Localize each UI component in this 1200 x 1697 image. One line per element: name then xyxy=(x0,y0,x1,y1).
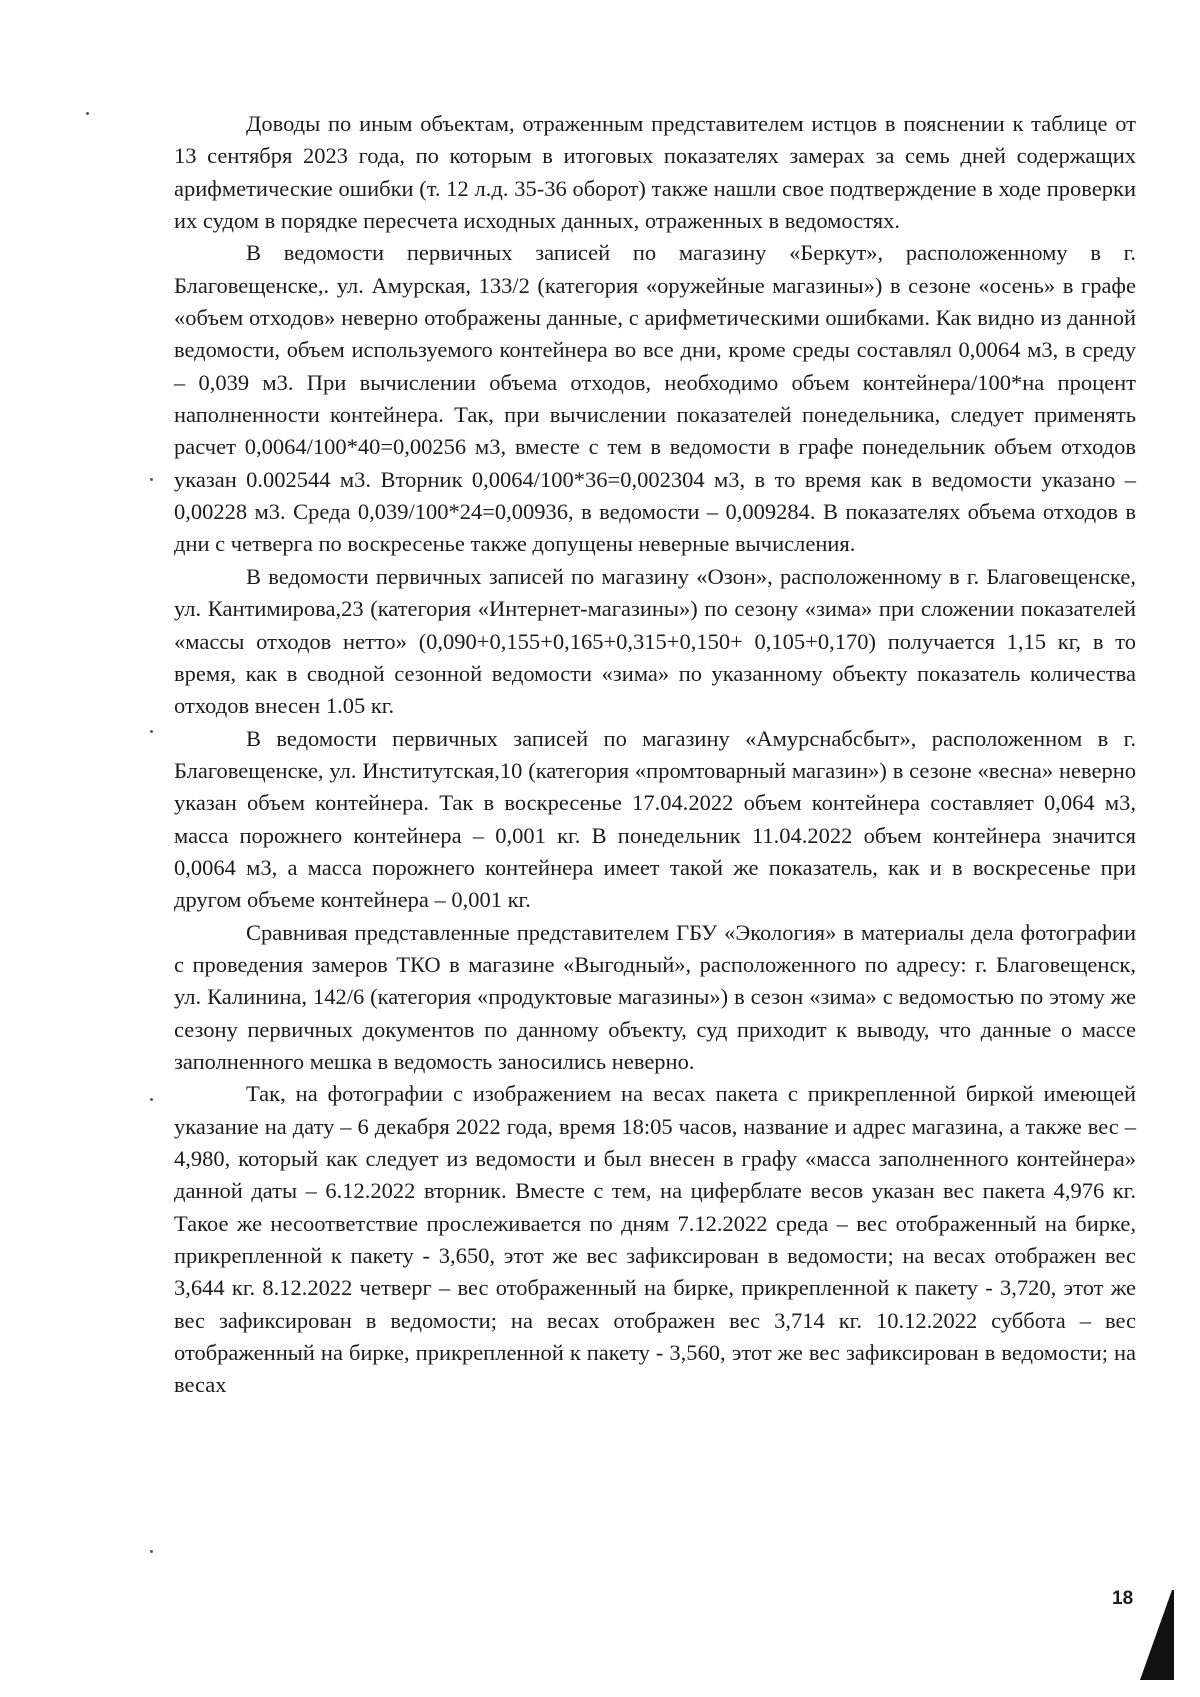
scan-speck xyxy=(150,1550,153,1553)
paragraph: Так, на фотографии с изображением на весах пакета с прикрепленной биркой имеющей указание на дату – 6 декабря 2022 года, время 18:05 часов, название и адрес магазина, а также вес – 4,980, который как следует из ведомости и был внесен в графу «масса заполненного контейнера» данной даты – 6.12.2022 вторник. Вместе с тем, на циферблате весов указан вес пакета 4,976 кг. Такое же несоответствие прослеживается по дням 7.12.2022 среда – вес отображенный на бирке, прикрепленной к пакету - 3,650, этот же вес зафиксирован в ведомости; на весах отображен вес 3,644 кг. 8.12.2022 четверг – вес отображенный на бирке, прикрепленной к пакету - 3,720, этот же вес зафиксирован в ведомости; на весах отображен вес 3,714 кг. 10.12.2022 суббота – вес отображенный на бирке, прикрепленной к пакету - 3,560, этот же вес зафиксирован в ведомости; на весах xyxy=(174,1081,1136,1398)
scan-speck xyxy=(86,112,89,115)
page-number: 18 xyxy=(1112,1588,1134,1609)
paragraph: Сравнивая представленные представителем ГБУ «Экология» в материалы дела фотографии с проведения замеров ТКО в магазине «Выгодный», расположенного по адресу: г. Благовещенск, ул. Калинина, 142/6 (категория «продуктовые магазины») в сезон «зима» с ведомостью по этому же сезону первичных документов по данному объекту, суд приходит к выводу, что данные о массе заполненного мешка в ведомость заносились неверно. xyxy=(174,919,1136,1074)
document-body xyxy=(174,108,1136,1402)
scan-speck xyxy=(150,730,153,733)
scan-speck xyxy=(150,1098,153,1101)
scan-speck xyxy=(150,478,153,481)
paragraph: Доводы по иным объектам, отраженным представителем истцов в пояснении к таблице от 13 сентября 2023 года, по которым в итоговых показателях замерах за семь дней содержащих арифметические ошибки (т. 12 л.д. 35-36 оборот) также нашли свое подтверждение в ходе проверки их судом в порядке пересчета исходных данных, отраженных в ведомостях. xyxy=(174,111,1136,234)
paragraph: В ведомости первичных записей по магазину «Озон», расположенному в г. Благовещенске, ул. Кантимирова,23 (категория «Интернет-магазины») по сезону «зима» при сложении показателей «массы отходов нетто» (0,090+0,155+0,165+0,315+0,150+ 0,105+0,170) получается 1,15 кг, в то время, как в сводной сезонной ведомости «зима» по указанному объекту показатель количества отходов внесен 1.05 кг. xyxy=(174,563,1136,719)
paragraph: В ведомости первичных записей по магазину «Амурснабсбыт», расположенном в г. Благовещенске, ул. Институтская,10 (категория «промтоварный магазин») в сезоне «весна» неверно указан объем контейнера. Так в воскресенье 17.04.2022 объем контейнера составляет 0,064 м3, масса порожнего контейнера – 0,001 кг. В понедельник 11.04.2022 объем контейнера значится 0,0064 м3, а масса порожнего контейнера имеет такой же показатель, как и в воскресенье при другом объеме контейнера – 0,001 кг. xyxy=(174,725,1136,913)
scan-corner-mark xyxy=(1134,1590,1174,1680)
paragraph: В ведомости первичных записей по магазину «Беркут», расположенному в г. Благовещенске,. ул. Амурская, 133/2 (категория «оружейные магазины») в сезоне «осень» в графе «объем отходов» неверно отображены данные, с арифметическими ошибками. Как видно из данной ведомости, объем используемого контейнера во все дни, кроме среды составлял 0,0064 м3, в среду – 0,039 м3. При вычислении объема отходов, необходимо объем контейнера/100*на процент наполненности контейнера. Так, при вычислении показателей понедельника, следует применять расчет 0,0064/100*40=0,00256 м3, вместе с тем в ведомости в графе понедельник объем отходов указан 0.002544 м3. Вторник 0,0064/100*36=0,002304 м3, в то время как в ведомости указано – 0,00228 м3. Среда 0,039/100*24=0,00936, в ведомости – 0,009284. В показателях объема отходов в дни с четверга по воскресенье также допущены неверные вычисления. xyxy=(174,240,1136,557)
